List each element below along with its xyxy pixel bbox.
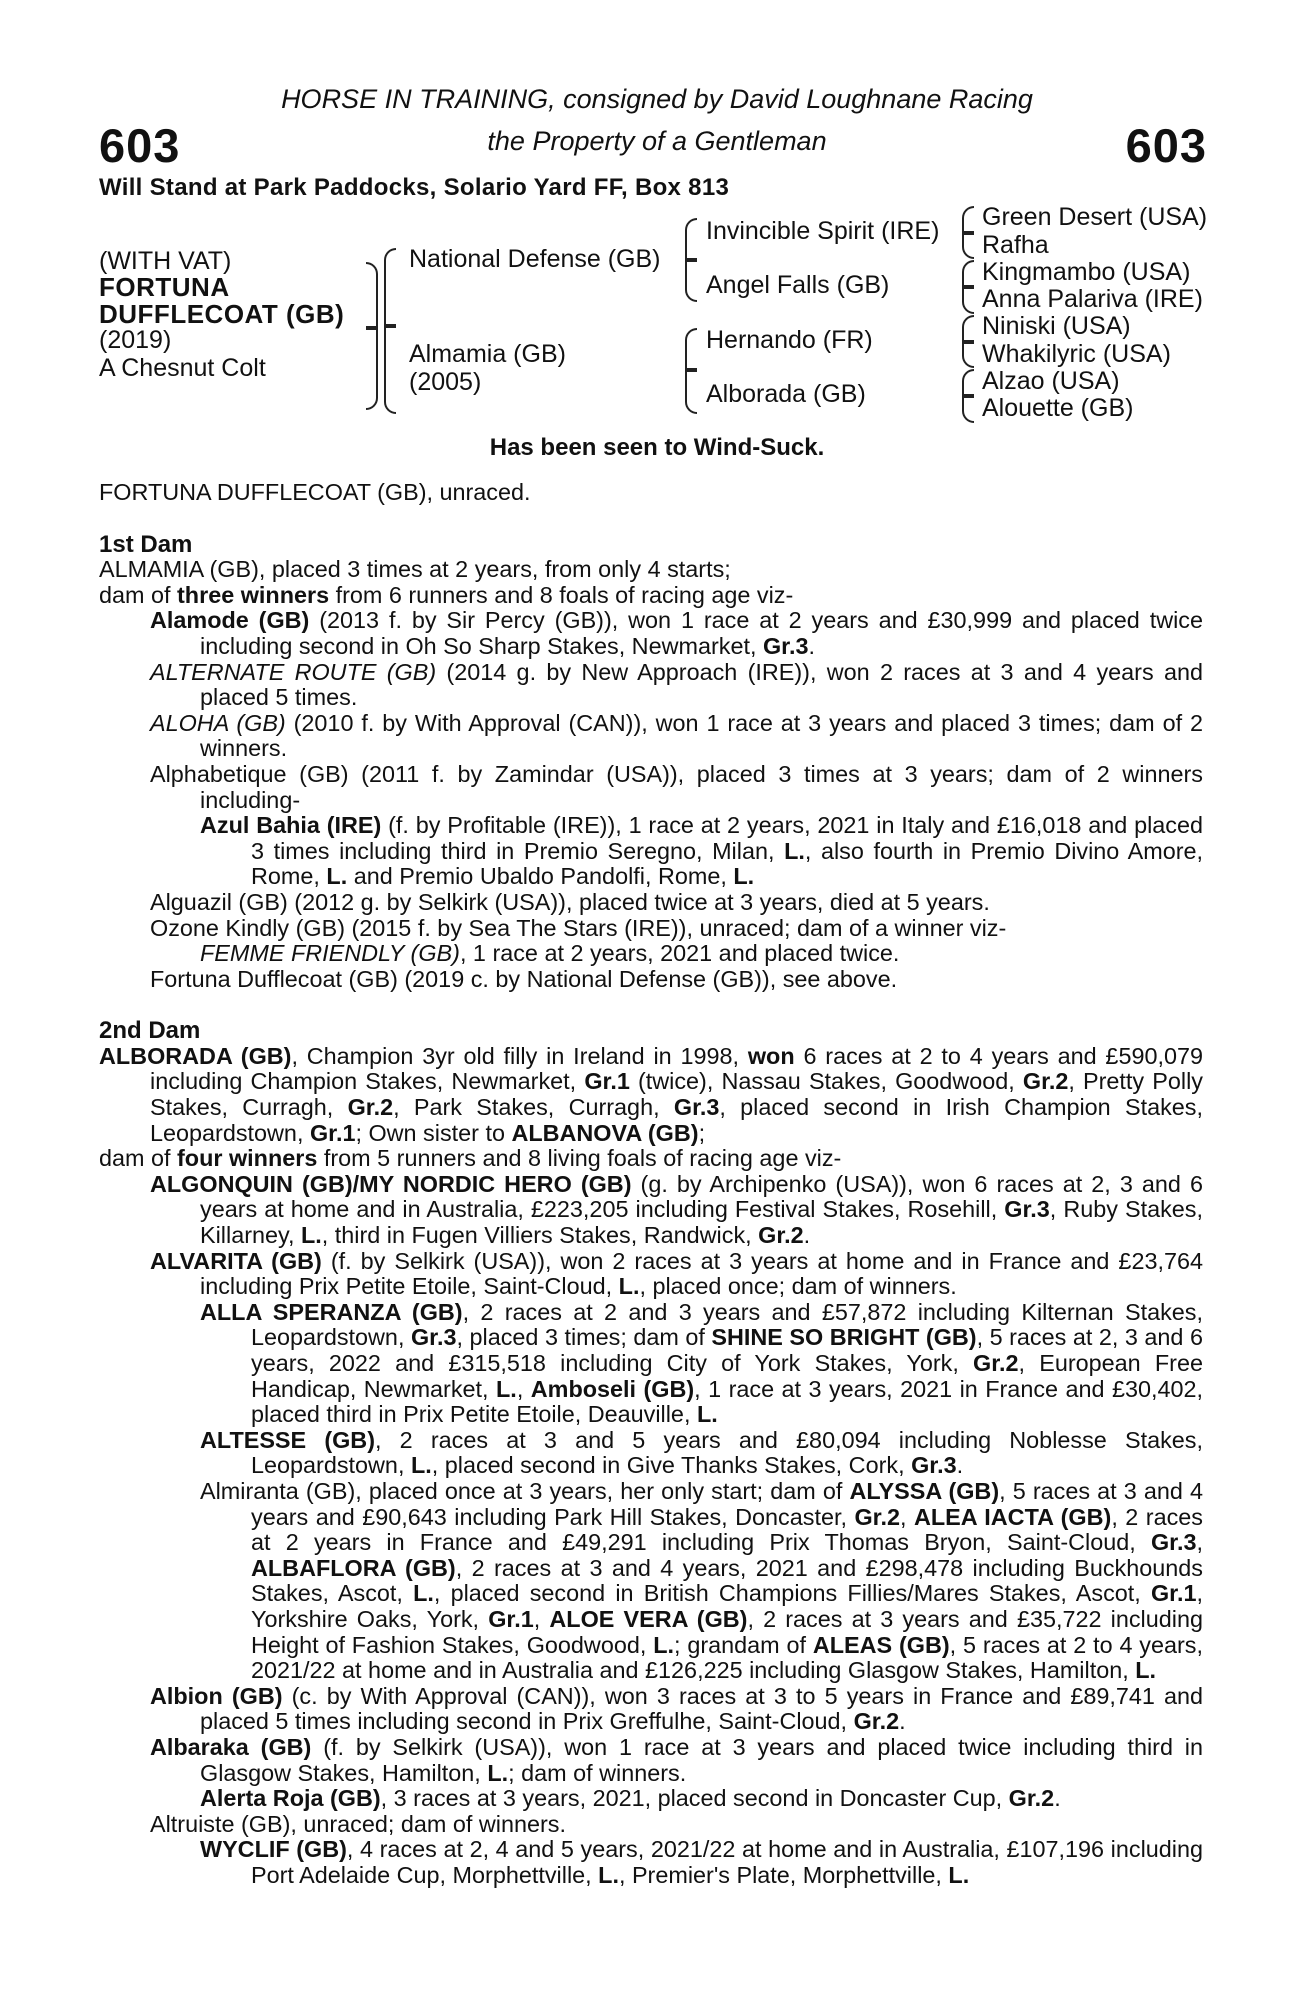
produce-entry-algonquin: ALGONQUIN (GB)/MY NORDIC HERO (GB) (g. by Archipenko (USA)), won 6 races at 2, 3 and 6 years at home and in Australia, £223,205 including Festival Stakes, Rosehill, Gr.3, Ruby Stakes, Killarney, L., third in Fugen Villiers Stakes, Randwick, Gr.2.: [150, 1170, 1203, 1249]
pedigree-dam-year: (2005): [409, 368, 482, 396]
intro-line: FORTUNA DUFFLECOAT (GB), unraced.: [99, 479, 531, 505]
brace-g2b-bottom: [685, 368, 697, 414]
pedigree-dam-sire: Hernando (FR): [706, 326, 873, 354]
first-dam-record: ALMAMIA (GB), placed 3 times at 2 years, from only 4 starts;: [99, 556, 731, 583]
brace-g2-mid: [685, 258, 697, 302]
horse-name-line2: DUFFLECOAT (GB): [99, 299, 345, 329]
brace-g2b-top: [685, 328, 697, 372]
second-dam-record: ALBORADA (GB), Champion 3yr old filly in Ireland in 1998, won 6 races at 2 to 4 years and £590,079 including Champion Stakes, Newmarket, Gr.1 (twice), Nassau Stakes, Goodwood, Gr.2, Pretty Polly Stakes, Curragh, Gr.2, Park Stakes, Curragh, Gr.3, placed second in Irish Champion Stakes, Leopardstown, Gr.1; Own sister to ALBANOVA (GB);: [99, 1042, 1203, 1146]
produce-entry-alla-speranza: ALLA SPERANZA (GB), 2 races at 2 and 3 years and £57,872 including Kilternan Stakes, Leopardstown, Gr.3, placed 3 times; dam of SHINE SO BRIGHT (GB), 5 races at 2, 3 and 6 years, 2022 and £315,518 including City of York Stakes, York, Gr.2, European Free Handicap, Newmarket, L., Amboseli (GB), 1 race at 3 years, 2021 in France and £30,402, placed third in Prix Petite Etoile, Deauville, L.: [200, 1298, 1204, 1428]
wind-suck-notice: Has been seen to Wind-Suck.: [489, 434, 825, 461]
pedigree-g3-4: Anna Palariva (IRE): [982, 285, 1203, 313]
produce-entry-alternate-route: ALTERNATE ROUTE (GB) (2014 g. by New Approach (IRE)), won 2 races at 3 and 4 years and placed 5 times.: [150, 658, 1203, 711]
brace-g2-top: [685, 218, 697, 262]
catalogue-body: [99, 480, 1203, 1888]
brace-sire-top: [384, 248, 396, 328]
first-dam-produce-summary: dam of three winners from 6 runners and 8 foals of racing age viz-: [99, 581, 794, 608]
pedigree-g3-5: Niniski (USA): [982, 312, 1131, 340]
brace-g3-8: [962, 394, 974, 423]
produce-entry-almiranta: Almiranta (GB), placed once at 3 years, her only start; dam of ALYSSA (GB), 5 races at 3 and 4 years and £90,643 including Park Hill Stakes, Doncaster, Gr.2, ALEA IACTA (GB), 2 races at 2 years in France and £49,291 including Prix Thomas Bryon, Saint-Cloud, Gr.3, ALBAFLORA (GB), 2 races at 3 and 4 years, 2021 and £298,478 including Buckhounds Stakes, Ascot, L., placed second in British Champions Fillies/Mares Stakes, Ascot, Gr.1, Yorkshire Oaks, York, Gr.1, ALOE VERA (GB), 2 races at 3 years and £35,722 including Height of Fashion Stakes, Goodwood, L.; grandam of ALEAS (GB), 5 races at 2 to 4 years, 2021/22 at home and in Australia and £126,225 including Glasgow Stakes, Hamilton, L.: [200, 1477, 1204, 1684]
vat-note: (WITH VAT): [99, 247, 232, 275]
brace-g3-4: [962, 285, 974, 314]
pedigree-g3-1: Green Desert (USA): [982, 203, 1208, 231]
first-dam-heading: 1st Dam: [99, 530, 193, 558]
brace-g3-6: [962, 340, 974, 368]
brace-main-bottom: [366, 326, 378, 410]
brace-main-top: [366, 262, 378, 330]
produce-entry-altesse: ALTESSE (GB), 2 races at 3 and 5 years and £80,094 including Noblesse Stakes, Leopardstown, L., placed second in Give Thanks Stakes, Cork, Gr.3.: [200, 1426, 1203, 1479]
pedigree-g3-2: Rafha: [982, 231, 1049, 259]
produce-entry-ozone-kindly: Ozone Kindly (GB) (2015 f. by Sea The Stars (IRE)), unraced; dam of a winner viz-: [150, 914, 1007, 941]
produce-entry-albion: Albion (GB) (c. by With Approval (CAN)), won 3 races at 3 to 5 years in France and £89,741 and placed 5 times including second in Prix Greffulhe, Saint-Cloud, Gr.2.: [150, 1682, 1203, 1735]
produce-entry-fortuna-dufflecoat: Fortuna Dufflecoat (GB) (2019 c. by National Defense (GB)), see above.: [150, 965, 898, 992]
pedigree-g3-6: Whakilyric (USA): [982, 340, 1171, 368]
pedigree-g3-7: Alzao (USA): [982, 367, 1120, 395]
lot-number-left: 603: [99, 119, 181, 172]
pedigree-sire-sire: Invincible Spirit (IRE): [706, 217, 940, 245]
produce-entry-aloha: ALOHA (GB) (2010 f. by With Approval (CAN)), won 1 race at 3 years and placed 3 times; dam of 2 winners.: [150, 709, 1203, 762]
produce-entry-alphabetique: Alphabetique (GB) (2011 f. by Zamindar (USA)), placed 3 times at 3 years; dam of 2 winners including-: [150, 760, 1203, 813]
consignment-line: HORSE IN TRAINING, consigned by David Loughnane Racing: [281, 84, 1033, 114]
produce-entry-alguazil: Alguazil (GB) (2012 g. by Selkirk (USA)), placed twice at 3 years, died at 5 years.: [150, 888, 990, 915]
produce-entry-wyclif: WYCLIF (GB), 4 races at 2, 4 and 5 years, 2021/22 at home and in Australia, £107,196 including Port Adelaide Cup, Morphettville, L., Premier's Plate, Morphettville, L.: [200, 1836, 1203, 1888]
pedigree-sire-dam: Angel Falls (GB): [706, 271, 890, 299]
pedigree-sire: National Defense (GB): [409, 245, 661, 273]
property-line: the Property of a Gentleman: [487, 126, 827, 156]
pedigree-dam: Almamia (GB): [409, 340, 566, 368]
horse-name-line1: FORTUNA: [99, 272, 230, 302]
produce-entry-alamode: Alamode (GB) (2013 f. by Sir Percy (GB)), won 1 race at 2 years and £30,999 and placed twice including second in Oh So Sharp Stakes, Newmarket, Gr.3.: [150, 607, 1203, 659]
horse-description: A Chesnut Colt: [99, 354, 266, 382]
second-dam-produce-summary: dam of four winners from 5 runners and 8 living foals of racing age viz-: [99, 1145, 842, 1172]
second-dam-heading: 2nd Dam: [99, 1017, 201, 1045]
produce-entry-femme-friendly: FEMME FRIENDLY (GB), 1 race at 2 years, 2021 and placed twice.: [200, 940, 900, 967]
pedigree-dam-dam: Alborada (GB): [706, 380, 866, 408]
produce-entry-albaraka: Albaraka (GB) (f. by Selkirk (USA)), won 1 race at 3 years and placed twice including third in Glasgow Stakes, Hamilton, L.; dam of winners.: [150, 1733, 1204, 1786]
produce-entry-alerta-roja: Alerta Roja (GB), 3 races at 3 years, 2021, placed second in Doncaster Cup, Gr.2.: [200, 1785, 1061, 1812]
stand-location: Will Stand at Park Paddocks, Solario Yard FF, Box 813: [99, 174, 730, 201]
pedigree-g3-3: Kingmambo (USA): [982, 258, 1191, 286]
lot-number-right: 603: [1125, 119, 1207, 172]
brace-sire-bottom: [384, 324, 396, 414]
produce-entry-altruiste: Altruiste (GB), unraced; dam of winners.: [150, 1810, 566, 1837]
produce-entry-azul-bahia: Azul Bahia (IRE) (f. by Profitable (IRE)), 1 race at 2 years, 2021 in Italy and £16,018 and placed 3 times including third in Premio Seregno, Milan, L., also fourth in Premio Divino Amore, Rome, L. and Premio Ubaldo Pandolfi, Rome, L.: [200, 812, 1204, 890]
produce-entry-alvarita: ALVARITA (GB) (f. by Selkirk (USA)), won 2 races at 3 years at home and in France and £23,764 including Prix Petite Etoile, Saint-Cloud, L., placed once; dam of winners.: [150, 1247, 1203, 1300]
pedigree-g3-8: Alouette (GB): [982, 394, 1134, 422]
foaling-year: (2019): [99, 326, 172, 354]
brace-g3-2: [962, 231, 974, 259]
